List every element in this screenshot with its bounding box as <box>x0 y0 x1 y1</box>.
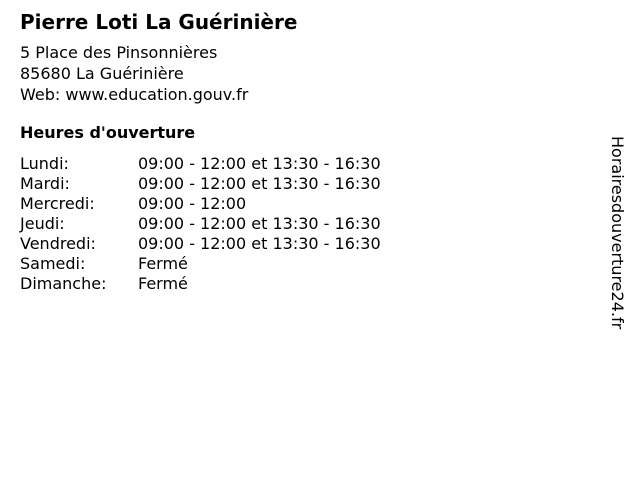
day-label: Lundi: <box>20 154 69 173</box>
day-label: Samedi: <box>20 254 86 273</box>
day-hours: 09:00 - 12:00 <box>138 194 247 213</box>
opening-hours-heading: Heures d'ouverture <box>20 123 196 142</box>
day-hours: 09:00 - 12:00 et 13:30 - 16:30 <box>138 174 381 193</box>
day-label: Dimanche: <box>20 274 107 293</box>
site-watermark: Horairesdouverture24.fr <box>608 136 627 330</box>
place-title: Pierre Loti La Guérinière <box>20 10 298 34</box>
day-label: Vendredi: <box>20 234 96 253</box>
day-label: Mercredi: <box>20 194 95 213</box>
day-hours: 09:00 - 12:00 et 13:30 - 16:30 <box>138 214 381 233</box>
website-line: Web: www.education.gouv.fr <box>20 85 249 104</box>
address-street: 5 Place des Pinsonnières <box>20 43 218 62</box>
day-label: Mardi: <box>20 174 70 193</box>
day-hours: Fermé <box>138 254 188 273</box>
day-hours: 09:00 - 12:00 et 13:30 - 16:30 <box>138 154 381 173</box>
day-label: Jeudi: <box>20 214 65 233</box>
day-hours: Fermé <box>138 274 188 293</box>
address-city: 85680 La Guérinière <box>20 64 184 83</box>
day-hours: 09:00 - 12:00 et 13:30 - 16:30 <box>138 234 381 253</box>
